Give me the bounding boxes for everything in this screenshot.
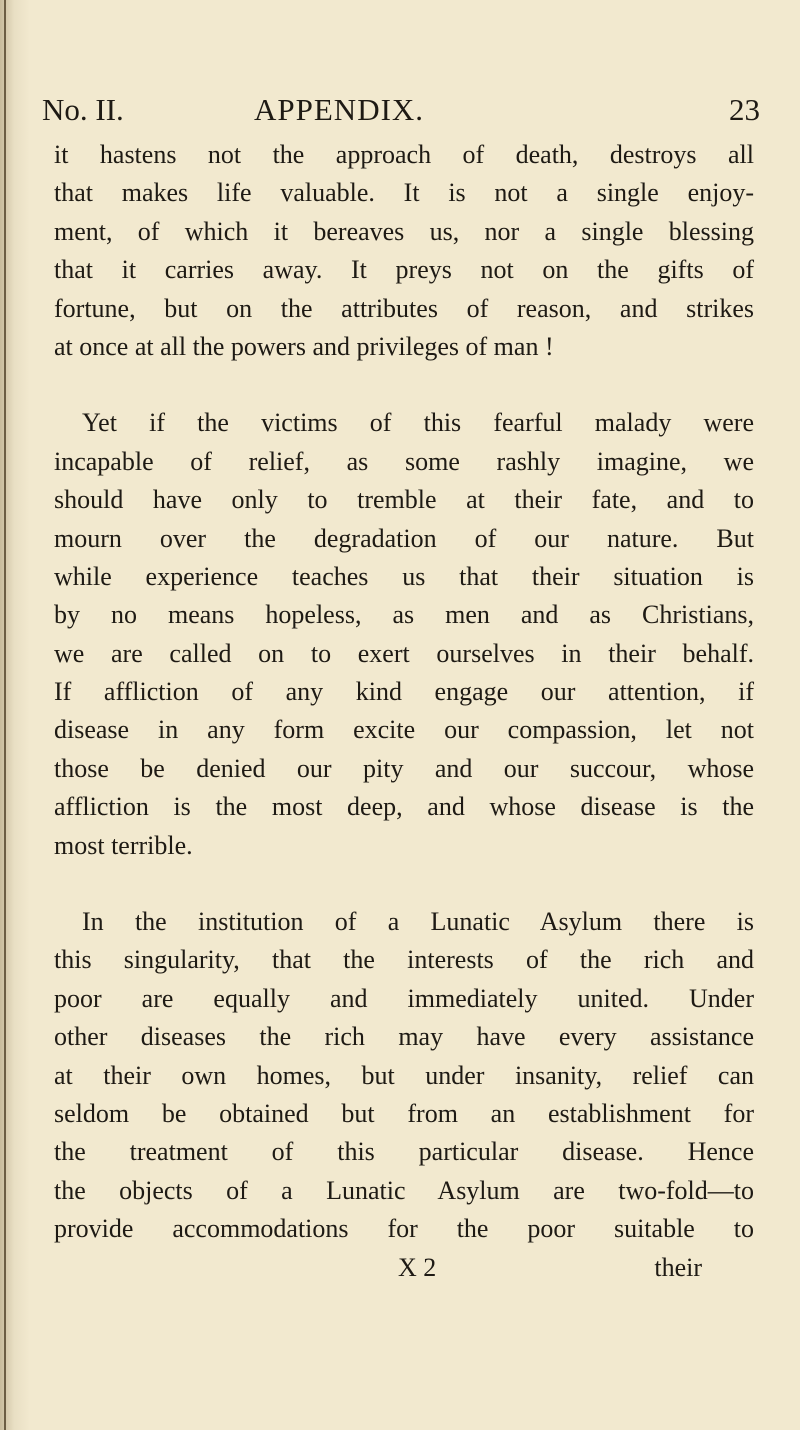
header-title: APPENDIX.: [254, 92, 425, 127]
text-line: while experience teaches us that their situation is: [54, 561, 754, 591]
text-line: we are called on to exert ourselves in their behalf.: [54, 638, 754, 668]
text-line: In the institution of a Lunatic Asylum there is: [82, 907, 754, 937]
page-number: 23: [729, 92, 760, 127]
text-line: other diseases the rich may have every assistance: [54, 1022, 754, 1052]
text-line: at their own homes, but under insanity, relief can: [54, 1060, 754, 1090]
page-footer: [54, 1249, 754, 1287]
text-line: affliction is the most deep, and whose disease is the: [54, 792, 754, 822]
text-line: should have only to tremble at their fate, and to: [54, 485, 754, 515]
running-header: [42, 90, 764, 130]
text-line: those be denied our pity and our succour, whose: [54, 753, 754, 783]
text-line: ment, of which it bereaves us, nor a single blessing: [54, 216, 754, 246]
text-line: the treatment of this particular disease. Hence: [54, 1137, 754, 1167]
text-line: that makes life valuable. It is not a single enjoy-: [54, 178, 754, 208]
text-line: at once at all the powers and privileges of man !: [54, 331, 554, 361]
text-line: that it carries away. It preys not on the gifts of: [54, 255, 754, 285]
paragraph-2: [54, 404, 754, 865]
text-line: Yet if the victims of this fearful malady were: [82, 408, 754, 438]
text-line: poor are equally and immediately united. Under: [54, 983, 754, 1013]
text-line: this singularity, that the interests of the rich and: [54, 945, 754, 975]
paragraph-gap: [54, 865, 754, 903]
text-line: most terrible.: [54, 830, 193, 860]
text-line: fortune, but on the attributes of reason, and strikes: [54, 293, 754, 323]
text-line: by no means hopeless, as men and as Christians,: [54, 600, 754, 630]
text-line: incapable of relief, as some rashly imagine, we: [54, 446, 754, 476]
text-line: provide accommodations for the poor suitable to: [54, 1214, 754, 1244]
text-line: it hastens not the approach of death, destroys all: [54, 140, 754, 169]
paragraph-gap: [54, 366, 754, 404]
paragraph-3: [54, 903, 754, 1249]
text-line: mourn over the degradation of our nature. But: [54, 523, 754, 553]
text-line: the objects of a Lunatic Asylum are two-fold—to: [54, 1175, 754, 1205]
text-line: disease in any form excite our compassion, let not: [54, 715, 754, 745]
paragraph-1: [54, 136, 754, 366]
signature-mark: X 2: [398, 1252, 437, 1282]
header-section-number: No. II.: [42, 92, 124, 127]
catchword: their: [654, 1252, 702, 1282]
body-text: [54, 136, 754, 1287]
text-line: If affliction of any kind engage our attention, if: [54, 677, 754, 707]
page-gutter: [4, 0, 6, 1430]
text-line: seldom be obtained but from an establishment for: [54, 1098, 754, 1128]
